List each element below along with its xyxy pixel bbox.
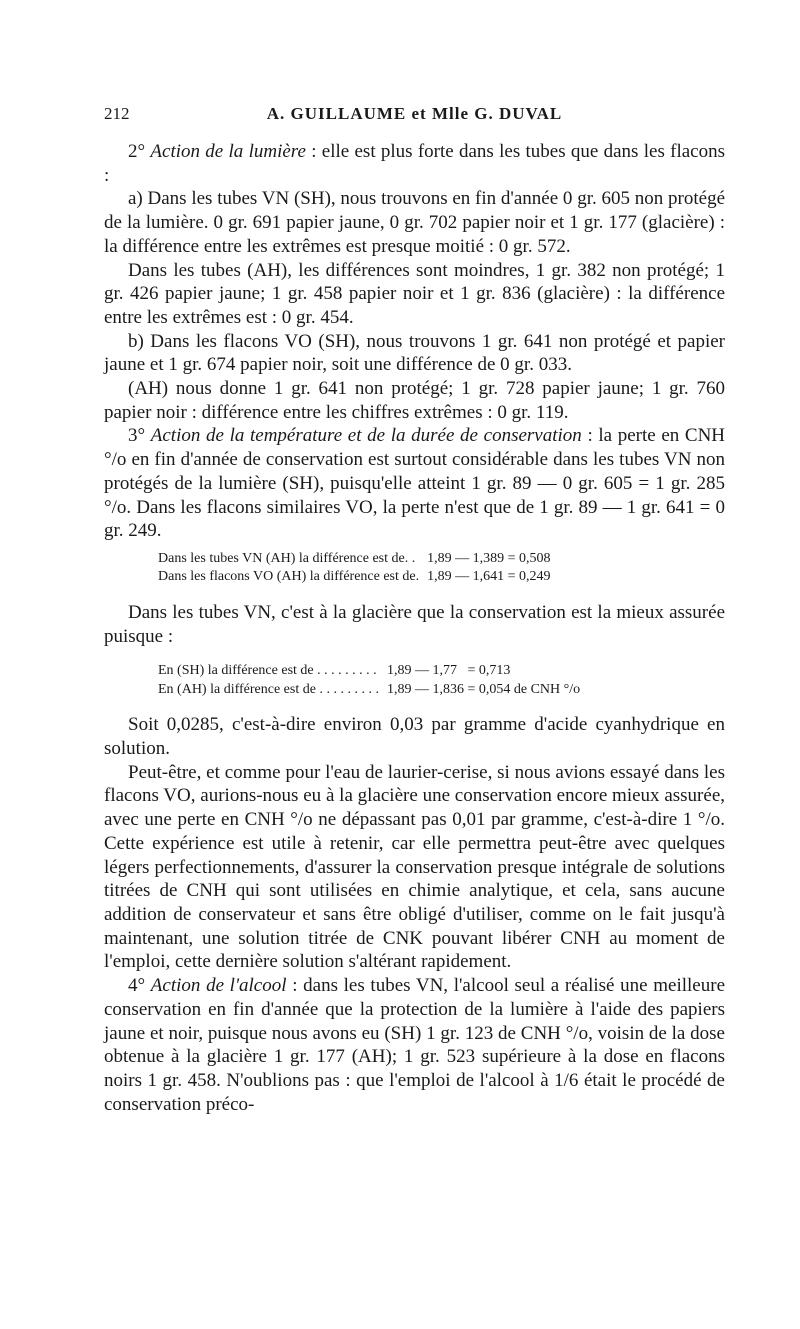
body-text	[104, 140, 725, 1116]
table-cell: En (SH) la différence est de . . . . . . . . .	[158, 663, 377, 679]
paragraph: b) Dans les flacons VO (SH), nous trouvons 1 gr. 641 non protégé et papier jaune et 1 gr. 674 papier noir, soit une différence de 0 gr. 033.	[104, 330, 725, 376]
section-heading: Action de la lumière	[150, 141, 306, 162]
paragraph	[104, 974, 725, 1116]
section-heading: Action de la température et de la durée de conservation	[150, 425, 582, 447]
paragraph: (AH) nous donne 1 gr. 641 non protégé; 1 gr. 728 papier jaune; 1 gr. 760 papier noir : différence entre les chiffres extrêmes : 0 gr. 119.	[104, 378, 725, 423]
table-cell: 1,89 — 1,836 = 0,054 de CNH °/o	[386, 681, 581, 697]
section-number: 3°	[128, 425, 146, 447]
paragraph-text: : la perte en CNH °/o en fin d'année de conservation est surtout considérable dans les tubes VN non protégés de la lumière (SH), puisqu'elle atteint 1 gr. 89 — 0 gr. 605 = 1 gr. 285 °/o. Dans les flacons similaires VO, la perte n'est que de 1 gr. 89 — 1 gr. 641 = 0 gr. 249.	[104, 425, 726, 542]
table-row	[158, 568, 551, 587]
paragraph	[104, 140, 725, 187]
paragraph-text: : elle est plus forte dans les tubes que dans les flacons :	[104, 141, 725, 186]
table-cell: En (AH) la différence est de . . . . . . . . .	[158, 681, 379, 697]
difference-table-1	[158, 550, 551, 587]
table-row	[158, 550, 551, 569]
table-cell: Dans les flacons VO (AH) la différence est de.	[158, 569, 420, 585]
paragraph: Dans les tubes (AH), les différences sont moindres, 1 gr. 382 non protégé; 1 gr. 426 papier jaune; 1 gr. 458 papier noir et 1 gr. 836 (glacière) : la différence entre les extrêmes est : 0 gr. 454.	[104, 259, 725, 328]
table-row	[158, 662, 580, 681]
paragraph: Dans les tubes VN, c'est à la glacière que la conservation est la mieux assurée puisque :	[104, 601, 725, 647]
paragraph: Soit 0,0285, c'est-à-dire environ 0,03 par gramme d'acide cyanhydrique en solution.	[104, 714, 725, 760]
section-number: 2°	[128, 141, 146, 162]
section-number: 4°	[128, 975, 146, 997]
table-row	[158, 681, 580, 700]
paragraph: Peut-être, et comme pour l'eau de laurier-cerise, si nous avions essayé dans les flacons VO, aurions-nous eu à la glacière une conservation encore mieux assurée, avec une perte en CNH °/o ne dépassant pas 0,01 par gramme, c'est-à-dire 1 °/o. Cette expérience est utile à retenir, car elle permettra peut-être avec quelques légers perfectionnements, d'assurer la conservation presque intégrale de solutions titrées de CNH qui sont utilisées en chimie analytique, et cela, sans aucune addition de conservateur et sans être obligé d'utiliser, comme on le fait jusqu'à maintenant, une solution titrée de CNK pouvant libérer CNH au moment de l'emploi, cette dernière solution s'altérant rapidement.	[104, 761, 725, 973]
paragraph-text: : dans les tubes VN, l'alcool seul a réalisé une meilleure conservation en fin d'année que la protection de la lumière à l'aide des papiers jaune et noir, puisque nous avons eu (SH) 1 gr. 123 de CNH °/o, voisin de la dose obtenue à la glacière 1 gr. 177 (AH); 1 gr. 523 supérieure à la dose en flacons noirs 1 gr. 458. N'oublions pas : que l'emploi de l'alcool à 1/6 était le procédé de conservation préco-	[104, 975, 726, 1115]
section-heading: Action de l'alcool	[150, 975, 287, 997]
paragraph	[104, 424, 725, 543]
page-number: 212	[104, 104, 130, 123]
paragraph: a) Dans les tubes VN (SH), nous trouvons en fin d'année 0 gr. 605 non protégé de la lumière. 0 gr. 691 papier jaune, 0 gr. 702 papier noir et 1 gr. 177 (glacière) : la différence entre les extrêmes est presque moitié : 0 gr. 572.	[104, 188, 725, 257]
page-header	[104, 104, 725, 126]
table-cell: Dans les tubes VN (AH) la différence est de. .	[158, 550, 416, 566]
difference-table-2	[158, 662, 580, 699]
table-cell: 1,89 — 1,389 = 0,508	[427, 550, 551, 566]
table-cell: 1,89 — 1,77 = 0,713	[386, 663, 511, 679]
running-title: A. GUILLAUME et Mlle G. DUVAL	[266, 104, 563, 123]
table-cell: 1,89 — 1,641 = 0,249	[427, 569, 551, 585]
